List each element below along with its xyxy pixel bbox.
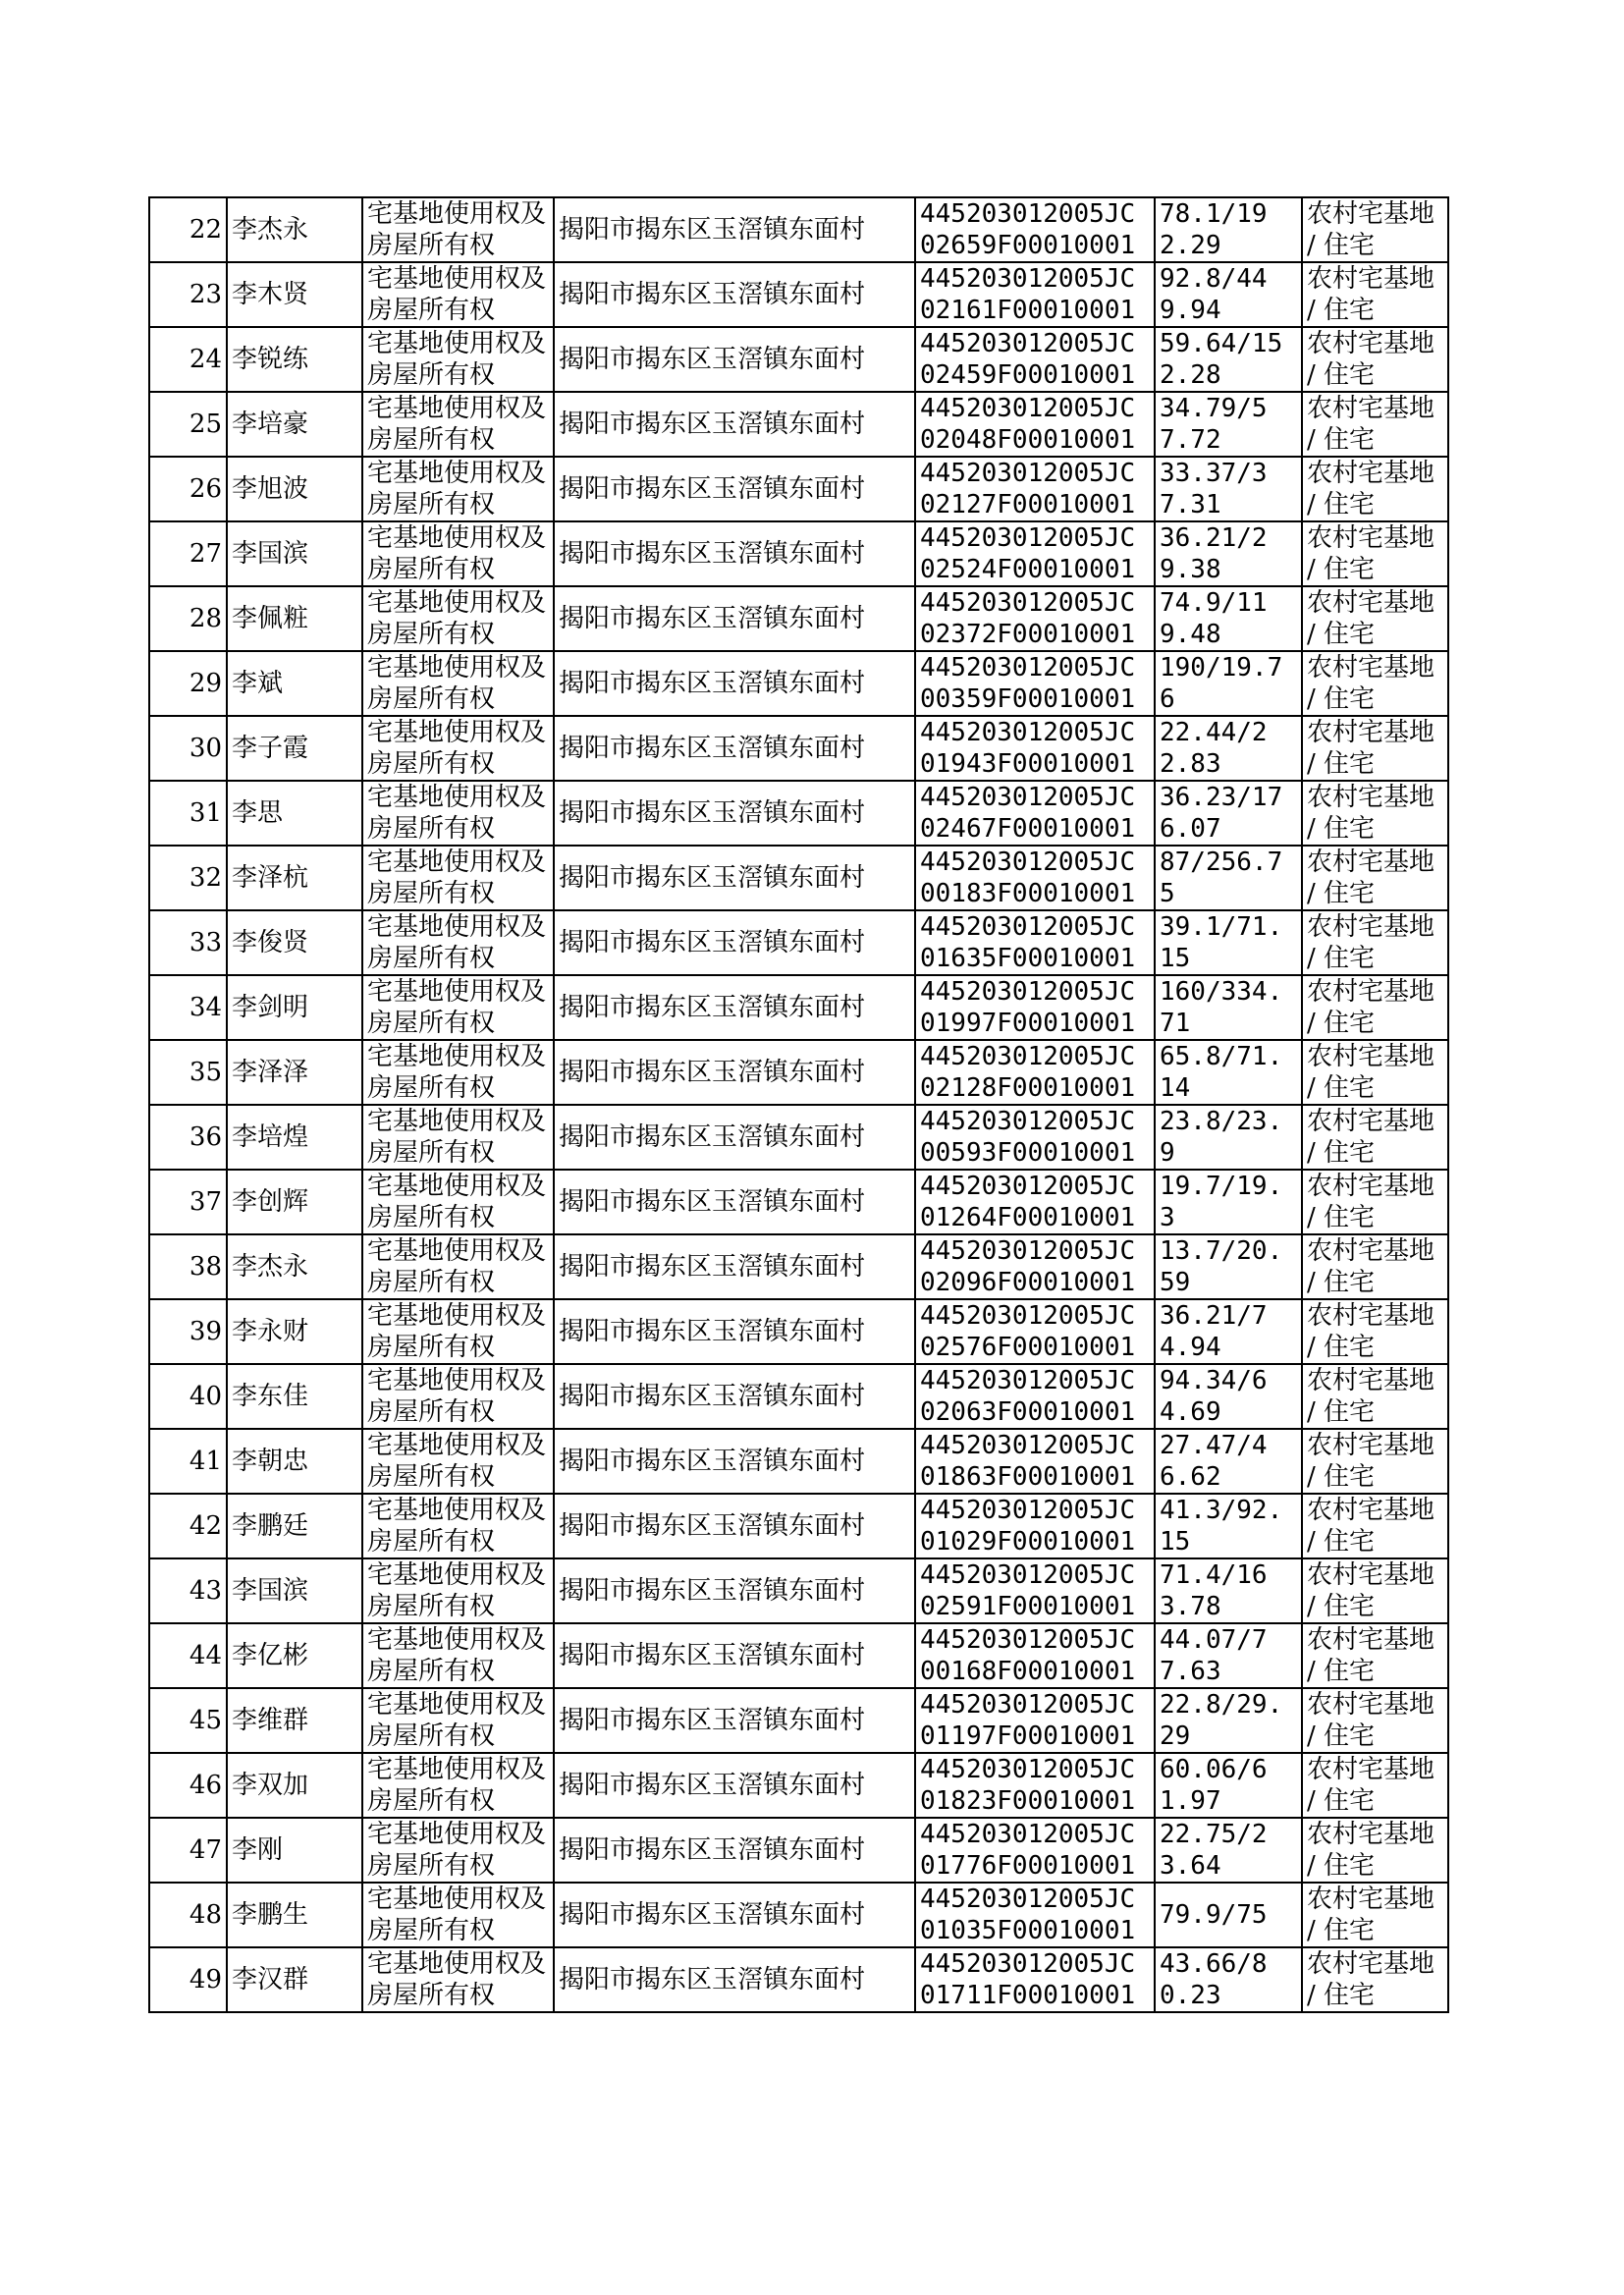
row-number-cell: 28	[149, 586, 227, 651]
right-type-cell: 宅基地使用权及房屋所有权	[362, 1170, 554, 1234]
owner-name-cell: 李子霞	[227, 716, 362, 781]
area-cell: 190/19.76	[1155, 651, 1302, 716]
location-cell: 揭阳市揭东区玉滘镇东面村	[554, 327, 915, 392]
location-cell: 揭阳市揭东区玉滘镇东面村	[554, 1818, 915, 1883]
area-cell: 94.34/64.69	[1155, 1364, 1302, 1429]
records-table-body	[149, 197, 1448, 2012]
owner-name-cell: 李国滨	[227, 521, 362, 586]
property-unit-code-cell: 445203012005JC02048F00010001	[915, 392, 1155, 457]
area-cell: 33.37/37.31	[1155, 457, 1302, 521]
land-use-cell: 农村宅基地 / 住宅	[1302, 1234, 1448, 1299]
owner-name-cell: 李培煌	[227, 1105, 362, 1170]
right-type-cell: 宅基地使用权及房屋所有权	[362, 910, 554, 975]
owner-name-cell: 李剑明	[227, 975, 362, 1040]
property-unit-code-cell: 445203012005JC00359F00010001	[915, 651, 1155, 716]
table-row	[149, 651, 1448, 716]
row-number-cell: 22	[149, 197, 227, 262]
area-cell: 60.06/61.97	[1155, 1753, 1302, 1818]
owner-name-cell: 李木贤	[227, 262, 362, 327]
land-use-cell: 农村宅基地 / 住宅	[1302, 1170, 1448, 1234]
right-type-cell: 宅基地使用权及房屋所有权	[362, 197, 554, 262]
table-row	[149, 327, 1448, 392]
right-type-cell: 宅基地使用权及房屋所有权	[362, 1753, 554, 1818]
land-use-cell: 农村宅基地 / 住宅	[1302, 262, 1448, 327]
table-row	[149, 457, 1448, 521]
owner-name-cell: 李东佳	[227, 1364, 362, 1429]
owner-name-cell: 李创辉	[227, 1170, 362, 1234]
row-number-cell: 33	[149, 910, 227, 975]
property-unit-code-cell: 445203012005JC01711F00010001	[915, 1947, 1155, 2012]
table-row	[149, 586, 1448, 651]
location-cell: 揭阳市揭东区玉滘镇东面村	[554, 1234, 915, 1299]
property-unit-code-cell: 445203012005JC01776F00010001	[915, 1818, 1155, 1883]
right-type-cell: 宅基地使用权及房屋所有权	[362, 716, 554, 781]
land-use-cell: 农村宅基地 / 住宅	[1302, 586, 1448, 651]
table-row	[149, 1040, 1448, 1105]
area-cell: 27.47/46.62	[1155, 1429, 1302, 1494]
location-cell: 揭阳市揭东区玉滘镇东面村	[554, 1170, 915, 1234]
row-number-cell: 35	[149, 1040, 227, 1105]
right-type-cell: 宅基地使用权及房屋所有权	[362, 1234, 554, 1299]
area-cell: 71.4/163.78	[1155, 1558, 1302, 1623]
property-unit-code-cell: 445203012005JC00168F00010001	[915, 1623, 1155, 1688]
land-use-cell: 农村宅基地 / 住宅	[1302, 910, 1448, 975]
row-number-cell: 48	[149, 1883, 227, 1947]
table-row	[149, 1299, 1448, 1364]
land-use-cell: 农村宅基地 / 住宅	[1302, 197, 1448, 262]
owner-name-cell: 李杰永	[227, 197, 362, 262]
location-cell: 揭阳市揭东区玉滘镇东面村	[554, 910, 915, 975]
land-use-cell: 农村宅基地 / 住宅	[1302, 781, 1448, 846]
table-row	[149, 910, 1448, 975]
area-cell: 34.79/57.72	[1155, 392, 1302, 457]
owner-name-cell: 李朝忠	[227, 1429, 362, 1494]
owner-name-cell: 李永财	[227, 1299, 362, 1364]
location-cell: 揭阳市揭东区玉滘镇东面村	[554, 586, 915, 651]
area-cell: 36.21/29.38	[1155, 521, 1302, 586]
row-number-cell: 45	[149, 1688, 227, 1753]
location-cell: 揭阳市揭东区玉滘镇东面村	[554, 1494, 915, 1558]
owner-name-cell: 李亿彬	[227, 1623, 362, 1688]
table-row	[149, 1494, 1448, 1558]
area-cell: 92.8/449.94	[1155, 262, 1302, 327]
area-cell: 41.3/92.15	[1155, 1494, 1302, 1558]
right-type-cell: 宅基地使用权及房屋所有权	[362, 392, 554, 457]
row-number-cell: 39	[149, 1299, 227, 1364]
table-row	[149, 1170, 1448, 1234]
row-number-cell: 37	[149, 1170, 227, 1234]
owner-name-cell: 李旭波	[227, 457, 362, 521]
land-use-cell: 农村宅基地 / 住宅	[1302, 1364, 1448, 1429]
table-row	[149, 1818, 1448, 1883]
property-unit-code-cell: 445203012005JC00593F00010001	[915, 1105, 1155, 1170]
property-unit-code-cell: 445203012005JC02659F00010001	[915, 197, 1155, 262]
property-unit-code-cell: 445203012005JC01035F00010001	[915, 1883, 1155, 1947]
right-type-cell: 宅基地使用权及房屋所有权	[362, 457, 554, 521]
land-use-cell: 农村宅基地 / 住宅	[1302, 651, 1448, 716]
land-use-cell: 农村宅基地 / 住宅	[1302, 521, 1448, 586]
property-unit-code-cell: 445203012005JC02127F00010001	[915, 457, 1155, 521]
location-cell: 揭阳市揭东区玉滘镇东面村	[554, 1753, 915, 1818]
location-cell: 揭阳市揭东区玉滘镇东面村	[554, 1558, 915, 1623]
area-cell: 160/334.71	[1155, 975, 1302, 1040]
owner-name-cell: 李鹏生	[227, 1883, 362, 1947]
location-cell: 揭阳市揭东区玉滘镇东面村	[554, 1429, 915, 1494]
location-cell: 揭阳市揭东区玉滘镇东面村	[554, 262, 915, 327]
row-number-cell: 24	[149, 327, 227, 392]
table-row	[149, 1947, 1448, 2012]
table-row	[149, 392, 1448, 457]
row-number-cell: 27	[149, 521, 227, 586]
land-use-cell: 农村宅基地 / 住宅	[1302, 1753, 1448, 1818]
row-number-cell: 47	[149, 1818, 227, 1883]
property-unit-code-cell: 445203012005JC01943F00010001	[915, 716, 1155, 781]
land-use-cell: 农村宅基地 / 住宅	[1302, 1558, 1448, 1623]
area-cell: 59.64/152.28	[1155, 327, 1302, 392]
property-unit-code-cell: 445203012005JC01863F00010001	[915, 1429, 1155, 1494]
right-type-cell: 宅基地使用权及房屋所有权	[362, 1105, 554, 1170]
row-number-cell: 44	[149, 1623, 227, 1688]
area-cell: 13.7/20.59	[1155, 1234, 1302, 1299]
row-number-cell: 40	[149, 1364, 227, 1429]
owner-name-cell: 李鹏廷	[227, 1494, 362, 1558]
location-cell: 揭阳市揭东区玉滘镇东面村	[554, 521, 915, 586]
owner-name-cell: 李国滨	[227, 1558, 362, 1623]
location-cell: 揭阳市揭东区玉滘镇东面村	[554, 1688, 915, 1753]
table-row	[149, 781, 1448, 846]
area-cell: 36.21/74.94	[1155, 1299, 1302, 1364]
owner-name-cell: 李思	[227, 781, 362, 846]
property-unit-code-cell: 445203012005JC01997F00010001	[915, 975, 1155, 1040]
land-use-cell: 农村宅基地 / 住宅	[1302, 327, 1448, 392]
area-cell: 87/256.75	[1155, 846, 1302, 910]
property-unit-code-cell: 445203012005JC00183F00010001	[915, 846, 1155, 910]
right-type-cell: 宅基地使用权及房屋所有权	[362, 846, 554, 910]
owner-name-cell: 李锐练	[227, 327, 362, 392]
property-unit-code-cell: 445203012005JC02161F00010001	[915, 262, 1155, 327]
area-cell: 23.8/23.9	[1155, 1105, 1302, 1170]
area-cell: 22.44/22.83	[1155, 716, 1302, 781]
area-cell: 78.1/192.29	[1155, 197, 1302, 262]
right-type-cell: 宅基地使用权及房屋所有权	[362, 586, 554, 651]
land-use-cell: 农村宅基地 / 住宅	[1302, 975, 1448, 1040]
location-cell: 揭阳市揭东区玉滘镇东面村	[554, 1299, 915, 1364]
right-type-cell: 宅基地使用权及房屋所有权	[362, 1558, 554, 1623]
property-unit-code-cell: 445203012005JC02063F00010001	[915, 1364, 1155, 1429]
location-cell: 揭阳市揭东区玉滘镇东面村	[554, 1040, 915, 1105]
records-table	[148, 196, 1449, 2013]
owner-name-cell: 李泽泽	[227, 1040, 362, 1105]
land-use-cell: 农村宅基地 / 住宅	[1302, 1818, 1448, 1883]
land-use-cell: 农村宅基地 / 住宅	[1302, 1429, 1448, 1494]
table-row	[149, 1105, 1448, 1170]
area-cell: 22.75/23.64	[1155, 1818, 1302, 1883]
row-number-cell: 30	[149, 716, 227, 781]
property-unit-code-cell: 445203012005JC02524F00010001	[915, 521, 1155, 586]
land-use-cell: 农村宅基地 / 住宅	[1302, 1947, 1448, 2012]
property-unit-code-cell: 445203012005JC02576F00010001	[915, 1299, 1155, 1364]
table-row	[149, 262, 1448, 327]
location-cell: 揭阳市揭东区玉滘镇东面村	[554, 457, 915, 521]
land-use-cell: 农村宅基地 / 住宅	[1302, 1040, 1448, 1105]
table-row	[149, 1753, 1448, 1818]
table-row	[149, 1883, 1448, 1947]
row-number-cell: 31	[149, 781, 227, 846]
owner-name-cell: 李汉群	[227, 1947, 362, 2012]
location-cell: 揭阳市揭东区玉滘镇东面村	[554, 1623, 915, 1688]
land-use-cell: 农村宅基地 / 住宅	[1302, 1494, 1448, 1558]
owner-name-cell: 李杰永	[227, 1234, 362, 1299]
land-use-cell: 农村宅基地 / 住宅	[1302, 392, 1448, 457]
area-cell: 74.9/119.48	[1155, 586, 1302, 651]
property-unit-code-cell: 445203012005JC01029F00010001	[915, 1494, 1155, 1558]
land-use-cell: 农村宅基地 / 住宅	[1302, 1105, 1448, 1170]
location-cell: 揭阳市揭东区玉滘镇东面村	[554, 1105, 915, 1170]
land-use-cell: 农村宅基地 / 住宅	[1302, 846, 1448, 910]
right-type-cell: 宅基地使用权及房屋所有权	[362, 327, 554, 392]
table-row	[149, 521, 1448, 586]
location-cell: 揭阳市揭东区玉滘镇东面村	[554, 975, 915, 1040]
row-number-cell: 43	[149, 1558, 227, 1623]
area-cell: 22.8/29.29	[1155, 1688, 1302, 1753]
row-number-cell: 23	[149, 262, 227, 327]
right-type-cell: 宅基地使用权及房屋所有权	[362, 1299, 554, 1364]
right-type-cell: 宅基地使用权及房屋所有权	[362, 1623, 554, 1688]
location-cell: 揭阳市揭东区玉滘镇东面村	[554, 197, 915, 262]
row-number-cell: 25	[149, 392, 227, 457]
land-use-cell: 农村宅基地 / 住宅	[1302, 716, 1448, 781]
land-use-cell: 农村宅基地 / 住宅	[1302, 1883, 1448, 1947]
owner-name-cell: 李俊贤	[227, 910, 362, 975]
row-number-cell: 41	[149, 1429, 227, 1494]
row-number-cell: 36	[149, 1105, 227, 1170]
row-number-cell: 42	[149, 1494, 227, 1558]
owner-name-cell: 李维群	[227, 1688, 362, 1753]
row-number-cell: 32	[149, 846, 227, 910]
right-type-cell: 宅基地使用权及房屋所有权	[362, 975, 554, 1040]
land-use-cell: 农村宅基地 / 住宅	[1302, 457, 1448, 521]
right-type-cell: 宅基地使用权及房屋所有权	[362, 521, 554, 586]
owner-name-cell: 李泽杭	[227, 846, 362, 910]
table-row	[149, 1234, 1448, 1299]
area-cell: 19.7/19.3	[1155, 1170, 1302, 1234]
property-unit-code-cell: 445203012005JC01264F00010001	[915, 1170, 1155, 1234]
right-type-cell: 宅基地使用权及房屋所有权	[362, 1947, 554, 2012]
table-row	[149, 1429, 1448, 1494]
land-use-cell: 农村宅基地 / 住宅	[1302, 1299, 1448, 1364]
right-type-cell: 宅基地使用权及房屋所有权	[362, 1688, 554, 1753]
property-unit-code-cell: 445203012005JC02096F00010001	[915, 1234, 1155, 1299]
property-unit-code-cell: 445203012005JC02372F00010001	[915, 586, 1155, 651]
location-cell: 揭阳市揭东区玉滘镇东面村	[554, 1364, 915, 1429]
row-number-cell: 38	[149, 1234, 227, 1299]
table-row	[149, 1688, 1448, 1753]
location-cell: 揭阳市揭东区玉滘镇东面村	[554, 392, 915, 457]
area-cell: 44.07/77.63	[1155, 1623, 1302, 1688]
property-unit-code-cell: 445203012005JC01823F00010001	[915, 1753, 1155, 1818]
location-cell: 揭阳市揭东区玉滘镇东面村	[554, 716, 915, 781]
table-row	[149, 1364, 1448, 1429]
row-number-cell: 34	[149, 975, 227, 1040]
table-row	[149, 716, 1448, 781]
area-cell: 79.9/75	[1155, 1883, 1302, 1947]
right-type-cell: 宅基地使用权及房屋所有权	[362, 1494, 554, 1558]
table-row	[149, 1623, 1448, 1688]
row-number-cell: 29	[149, 651, 227, 716]
owner-name-cell: 李刚	[227, 1818, 362, 1883]
location-cell: 揭阳市揭东区玉滘镇东面村	[554, 846, 915, 910]
owner-name-cell: 李培豪	[227, 392, 362, 457]
property-unit-code-cell: 445203012005JC02591F00010001	[915, 1558, 1155, 1623]
table-row	[149, 846, 1448, 910]
row-number-cell: 26	[149, 457, 227, 521]
property-unit-code-cell: 445203012005JC01635F00010001	[915, 910, 1155, 975]
right-type-cell: 宅基地使用权及房屋所有权	[362, 651, 554, 716]
owner-name-cell: 李斌	[227, 651, 362, 716]
owner-name-cell: 李佩粧	[227, 586, 362, 651]
row-number-cell: 49	[149, 1947, 227, 2012]
right-type-cell: 宅基地使用权及房屋所有权	[362, 781, 554, 846]
table-row	[149, 1558, 1448, 1623]
area-cell: 36.23/176.07	[1155, 781, 1302, 846]
property-unit-code-cell: 445203012005JC01197F00010001	[915, 1688, 1155, 1753]
land-use-cell: 农村宅基地 / 住宅	[1302, 1623, 1448, 1688]
area-cell: 43.66/80.23	[1155, 1947, 1302, 2012]
land-use-cell: 农村宅基地 / 住宅	[1302, 1688, 1448, 1753]
right-type-cell: 宅基地使用权及房屋所有权	[362, 1040, 554, 1105]
right-type-cell: 宅基地使用权及房屋所有权	[362, 1429, 554, 1494]
location-cell: 揭阳市揭东区玉滘镇东面村	[554, 651, 915, 716]
area-cell: 39.1/71.15	[1155, 910, 1302, 975]
right-type-cell: 宅基地使用权及房屋所有权	[362, 262, 554, 327]
right-type-cell: 宅基地使用权及房屋所有权	[362, 1883, 554, 1947]
owner-name-cell: 李双加	[227, 1753, 362, 1818]
table-row	[149, 975, 1448, 1040]
right-type-cell: 宅基地使用权及房屋所有权	[362, 1364, 554, 1429]
property-unit-code-cell: 445203012005JC02128F00010001	[915, 1040, 1155, 1105]
table-row	[149, 197, 1448, 262]
area-cell: 65.8/71.14	[1155, 1040, 1302, 1105]
property-unit-code-cell: 445203012005JC02459F00010001	[915, 327, 1155, 392]
row-number-cell: 46	[149, 1753, 227, 1818]
location-cell: 揭阳市揭东区玉滘镇东面村	[554, 1947, 915, 2012]
location-cell: 揭阳市揭东区玉滘镇东面村	[554, 781, 915, 846]
property-unit-code-cell: 445203012005JC02467F00010001	[915, 781, 1155, 846]
right-type-cell: 宅基地使用权及房屋所有权	[362, 1818, 554, 1883]
location-cell: 揭阳市揭东区玉滘镇东面村	[554, 1883, 915, 1947]
